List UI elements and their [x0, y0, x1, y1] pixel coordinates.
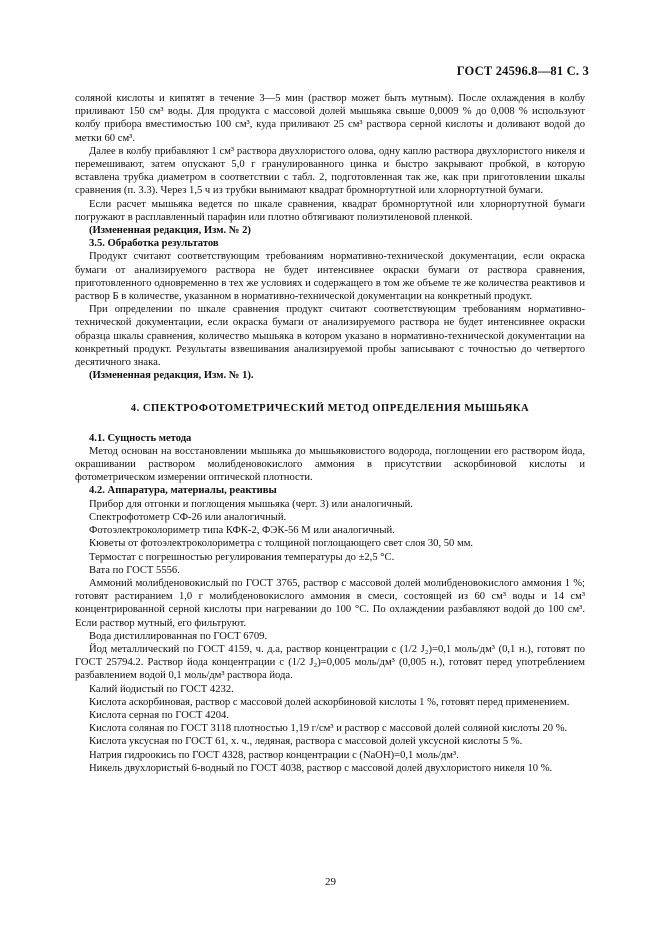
paragraph: Метод основан на восстановлении мышьяка до мышьяковистого водорода, поглощении его раствором йода, окрашивании раствором молибденовокислого аммония в присутствии аскорбиновой кислоты и фотометрическом измерении оптической плотности.: [75, 445, 585, 484]
list-item: Спектрофотометр СФ-26 или аналогичный.: [89, 511, 287, 523]
list-item: Кислота уксусная по ГОСТ 61, х. ч., ледяная, раствора с массовой долей уксусной кислоты 5 %.: [89, 736, 523, 748]
list-item: Кюветы от фотоэлектроколориметра с толщиной поглощающего свет слоя 30, 50 мм.: [89, 538, 474, 550]
list-item: Натрия гидроокись по ГОСТ 4328, раствор концентрации с (NaOH)=0,1 моль/дм³.: [89, 749, 459, 761]
paragraph: При определении по шкале сравнения продукт считают соответствующим требованиям нормативно-технической документации, если окраска бумаги от анализируемого раствора не будет интенсивнее окраски образца шкалы сравнения, количество мышьяка в котором указано в нормативно-технической документации на конкретный продукт. Результаты взвешивания анализируемой пробы записывают с точностью до четвертого десятичного знака.: [75, 304, 585, 369]
list-item: Вата по ГОСТ 5556.: [89, 564, 180, 576]
list-item: Аммоний молибденовокислый по ГОСТ 3765, раствор с массовой долей молибденовокислого аммония 1 %; готовят растиранием 1,0 г молибденовокислого аммония в смеси, состоящей из 60 см³ воды и 14 см³ концентрированной серной кислоты при нагревании до 100 °С. По охлаждении разбавляют водой до 100 см³. Если раствор мутный, его фильтруют.: [75, 577, 585, 629]
paragraph: Продукт считают соответствующим требованиям нормативно-технической документации, если окраска бумаги от анализируемого раствора не будет интенсивнее окраски бумаги от раствора сравнения, приготовленного одновременно в тех же условиях и содержащего в том же объеме те же количества реактивов и раствор Б в количестве, указанном в нормативно-технической документации на конкретный продукт.: [75, 251, 585, 303]
list-item: Йод металлический по ГОСТ 4159, ч. д.а, раствор концентрации с (1/2 J₂)=0,1 моль/дм³ (0,1 н.), готовят по ГОСТ 25794.2. Раствор йода концентрации с (1/2 J₂)=0,005 моль/дм³ (0,005 н.), готовят перед употреблением разбавлением водой 0,1 моль/дм³ раствора йода.: [75, 643, 585, 682]
page-body: [75, 92, 585, 775]
page-number: 29: [325, 876, 336, 888]
list-item: Термостат с погрешностью регулирования температуры до ±2,5 °С.: [89, 551, 395, 563]
paragraph: соляной кислоты и кипятят в течение 3—5 мин (раствор может быть мутным). После охлаждения в колбу приливают 150 см³ воды. Для продукта с массовой долей мышьяка свыше 0,0009 % до 0,008 % используют колбу прибора вместимостью 100 см³, куда приливают 25 см³ раствора серной кислоты и доливают водой до метки 60 см³.: [75, 93, 585, 144]
subsection-heading: 4.2. Аппаратура, материалы, реактивы: [89, 485, 277, 497]
list-item: Прибор для отгонки и поглощения мышьяка (черт. 3) или аналогичный.: [89, 498, 413, 510]
list-item: Вода дистиллированная по ГОСТ 6709.: [89, 630, 268, 642]
paragraph: Если расчет мышьяка ведется по шкале сравнения, квадрат бромнортутной или хлорнортутной бумаги погружают в расплавленный парафин или плотно обтягивают полиэтиленовой пленкой.: [75, 198, 585, 223]
list-item: Кислота аскорбиновая, раствор с массовой долей аскорбиновой кислоты 1 %, готовят перед применением.: [89, 696, 570, 708]
list-item: Фотоэлектроколориметр типа КФК-2, ФЭК-56 М или аналогичный.: [89, 525, 395, 537]
list-item: Никель двухлористый 6-водный по ГОСТ 4038, раствор с массовой долей двухлористого никеля 10 %.: [89, 762, 553, 774]
subsection-heading: 4.1. Сущность метода: [89, 432, 192, 444]
subsection-heading: 3.5. Обработка результатов: [89, 238, 219, 250]
list-item: Калий йодистый по ГОСТ 4232.: [89, 683, 234, 695]
list-item: Кислота соляная по ГОСТ 3118 плотностью 1,19 г/см³ и раствор с массовой долей соляной кислоты 20 %.: [89, 723, 568, 735]
section-title: 4. СПЕКТРОФОТОМЕТРИЧЕСКИЙ МЕТОД ОПРЕДЕЛЕНИЯ МЫШЬЯКА: [130, 403, 530, 415]
list-item: Кислота серная по ГОСТ 4204.: [89, 709, 229, 721]
paragraph: Далее в колбу прибавляют 1 см³ раствора двухлористого олова, одну каплю раствора двухлористого никеля и перемешивают, затем опускают 5,0 г гранулированного цинка и быстро закрывают пробкой, в которую вставлена трубка диаметром в соответствии с табл. 2, подготовленная так же, как при приготовлении шкалы сравнения (п. 3.3). Через 1,5 ч из трубки вынимают квадрат бромнортутной или хлорнортутной бумаги.: [75, 145, 585, 197]
amendment-note: (Измененная редакция, Изм. № 1).: [89, 370, 254, 382]
page-header: ГОСТ 24596.8—81 С. 3: [456, 64, 589, 78]
amendment-note: (Измененная редакция, Изм. № 2): [89, 225, 251, 237]
